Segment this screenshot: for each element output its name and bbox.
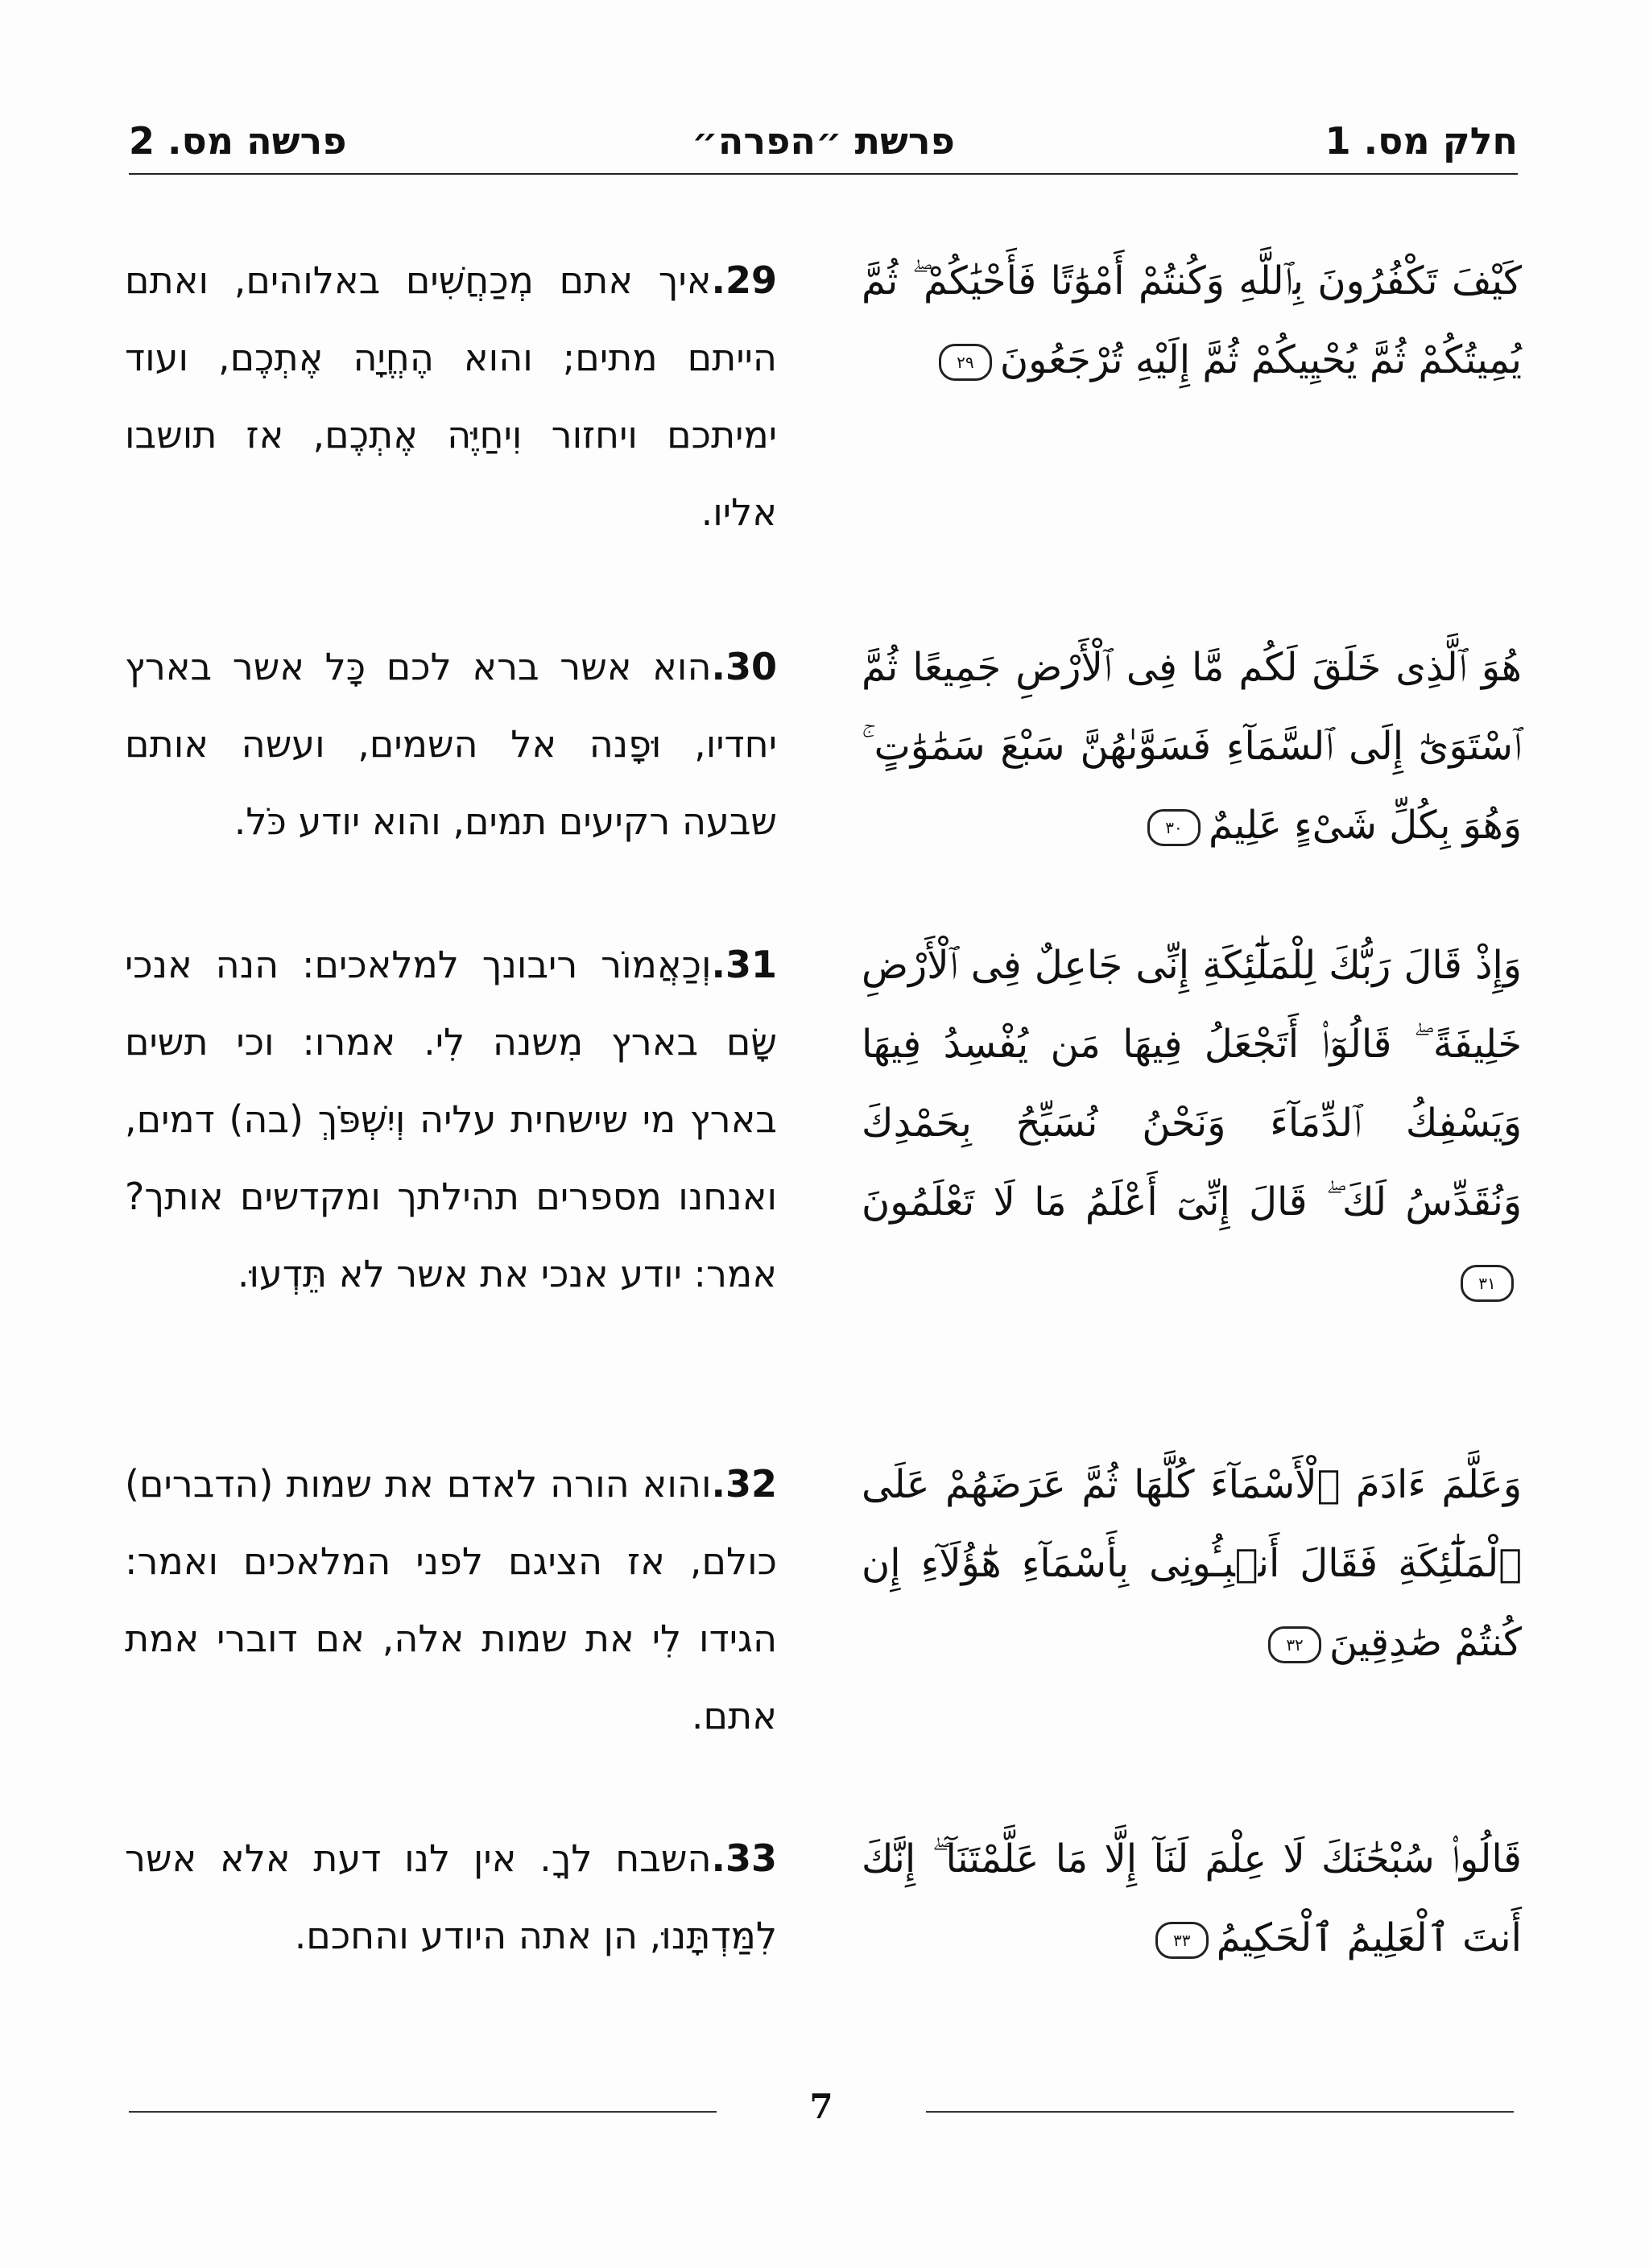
arabic-verse: كَيْفَ تَكْفُرُونَ بِٱللَّهِ وَكُنتُمْ أَمْوَٰتًا فَأَحْيَٰكُمْ ۖ ثُمَّ يُمِيتُكُمْ ثُمَّ يُحْيِيكُمْ ثُمَّ إِلَيْهِ تُرْجَعُونَ (862, 258, 1522, 382)
ayah-end-marker: ٣٠ (1147, 809, 1201, 846)
ayah-end-marker: ٢٩ (939, 344, 992, 381)
arabic-text (862, 1820, 1522, 1977)
verse-number: 33. (711, 1836, 777, 1880)
ayah-end-marker: ٣٣ (1155, 1922, 1209, 1959)
arabic-text (862, 628, 1522, 865)
footer-divider-left (129, 2111, 717, 2113)
hebrew-translation (125, 1445, 777, 1754)
verse-number: 31. (711, 943, 777, 986)
arabic-text (862, 926, 1522, 1320)
page-number: 7 (809, 2087, 833, 2126)
verse-number: 32. (711, 1462, 777, 1506)
part-number: חלק מס. 1 (1325, 119, 1518, 163)
hebrew-translation (125, 628, 777, 860)
hebrew-text: וְכַאֲמוֹר ריבונך למלאכים: הנה אנכי שָׂם בארץ מִשנה לִי. אמרו: וכי תשים בארץ מי שישחית עליה וְיִשְׁפֹּךְ (בה) דמים, ואנחנו מספרים תהילתך ומקדשים אותך? אמר: יודע אנכי את אשר לא תֵּדְעוּ. (125, 943, 777, 1295)
hebrew-translation (125, 1820, 777, 1974)
header-divider (129, 173, 1518, 175)
arabic-verse: وَعَلَّمَ ءَادَمَ ٱلْأَسْمَآءَ كُلَّهَا ثُمَّ عَرَضَهُمْ عَلَى ٱلْمَلَٰٓئِكَةِ فَقَالَ أَنۢبِـُٔونِى بِأَسْمَآءِ هَٰٓؤُلَآءِ إِن كُنتُمْ صَٰدِقِينَ (862, 1462, 1522, 1665)
arabic-verse: هُوَ ٱلَّذِى خَلَقَ لَكُم مَّا فِى ٱلْأَرْضِ جَمِيعًا ثُمَّ ٱسْتَوَىٰٓ إِلَى ٱلسَّمَآءِ فَسَوَّىٰهُنَّ سَبْعَ سَمَٰوَٰتٍ ۚ وَهُوَ بِكُلِّ شَىْءٍ عَلِيمٌ (862, 645, 1522, 848)
ayah-end-marker: ٣١ (1461, 1265, 1514, 1302)
hebrew-text: והוא הורה לאדם את שמות (הדברים) כולם, אז הציגם לפני המלאכים ואמר: הגידו לִי את שמות אלה, אם דוברי אמת אתם. (125, 1462, 777, 1737)
verse-number: 29. (711, 258, 777, 302)
arabic-verse: وَإِذْ قَالَ رَبُّكَ لِلْمَلَٰٓئِكَةِ إِنِّى جَاعِلٌ فِى ٱلْأَرْضِ خَلِيفَةً ۖ قَالُوٓا۟ أَتَجْعَلُ فِيهَا مَن يُفْسِدُ فِيهَا وَيَسْفِكُ ٱلدِّمَآءَ وَنَحْنُ نُسَبِّحُ بِحَمْدِكَ وَنُقَدِّسُ لَكَ ۖ قَالَ إِنِّىٓ أَعْلَمُ مَا لَا تَعْلَمُونَ (862, 943, 1522, 1225)
hebrew-text: השבח לךָ. אין לנו דעת אלא אשר לִמַּדְתָּנוּ, הן אתה היודע והחכם. (125, 1836, 777, 1957)
arabic-text (862, 242, 1522, 399)
hebrew-text: איך אתם מְכַחֲשִׁים באלוהים, ואתם הייתם מתים; והוא הֶחֱיָה אֶתְכֶם, ועוד ימיתכם ויחזור וִיחַיֶּה אֶתְכֶם, אז תושבו אליו. (125, 258, 777, 534)
footer-divider-right (926, 2111, 1514, 2113)
hebrew-translation (125, 926, 777, 1312)
page-header (129, 113, 1518, 177)
arabic-verse: قَالُوا۟ سُبْحَٰنَكَ لَا عِلْمَ لَنَآ إِلَّا مَا عَلَّمْتَنَآ ۖ إِنَّكَ أَنتَ ٱلْعَلِيمُ ٱلْحَكِيمُ (862, 1836, 1522, 1960)
portion-title: פרשת ״הפרה״ (692, 119, 955, 163)
portion-number: פרשה מס. 2 (129, 119, 347, 163)
hebrew-text: הוא אשר ברא לכם כָּל אשר בארץ יחדיו, וּפָנה אל השמים, ועשה אותם שבעה רקיעים תמים, והוא יודע כֹּל. (125, 645, 777, 843)
hebrew-translation (125, 242, 777, 551)
arabic-text (862, 1445, 1522, 1682)
ayah-end-marker: ٣٢ (1268, 1626, 1321, 1663)
verse-number: 30. (711, 645, 777, 688)
